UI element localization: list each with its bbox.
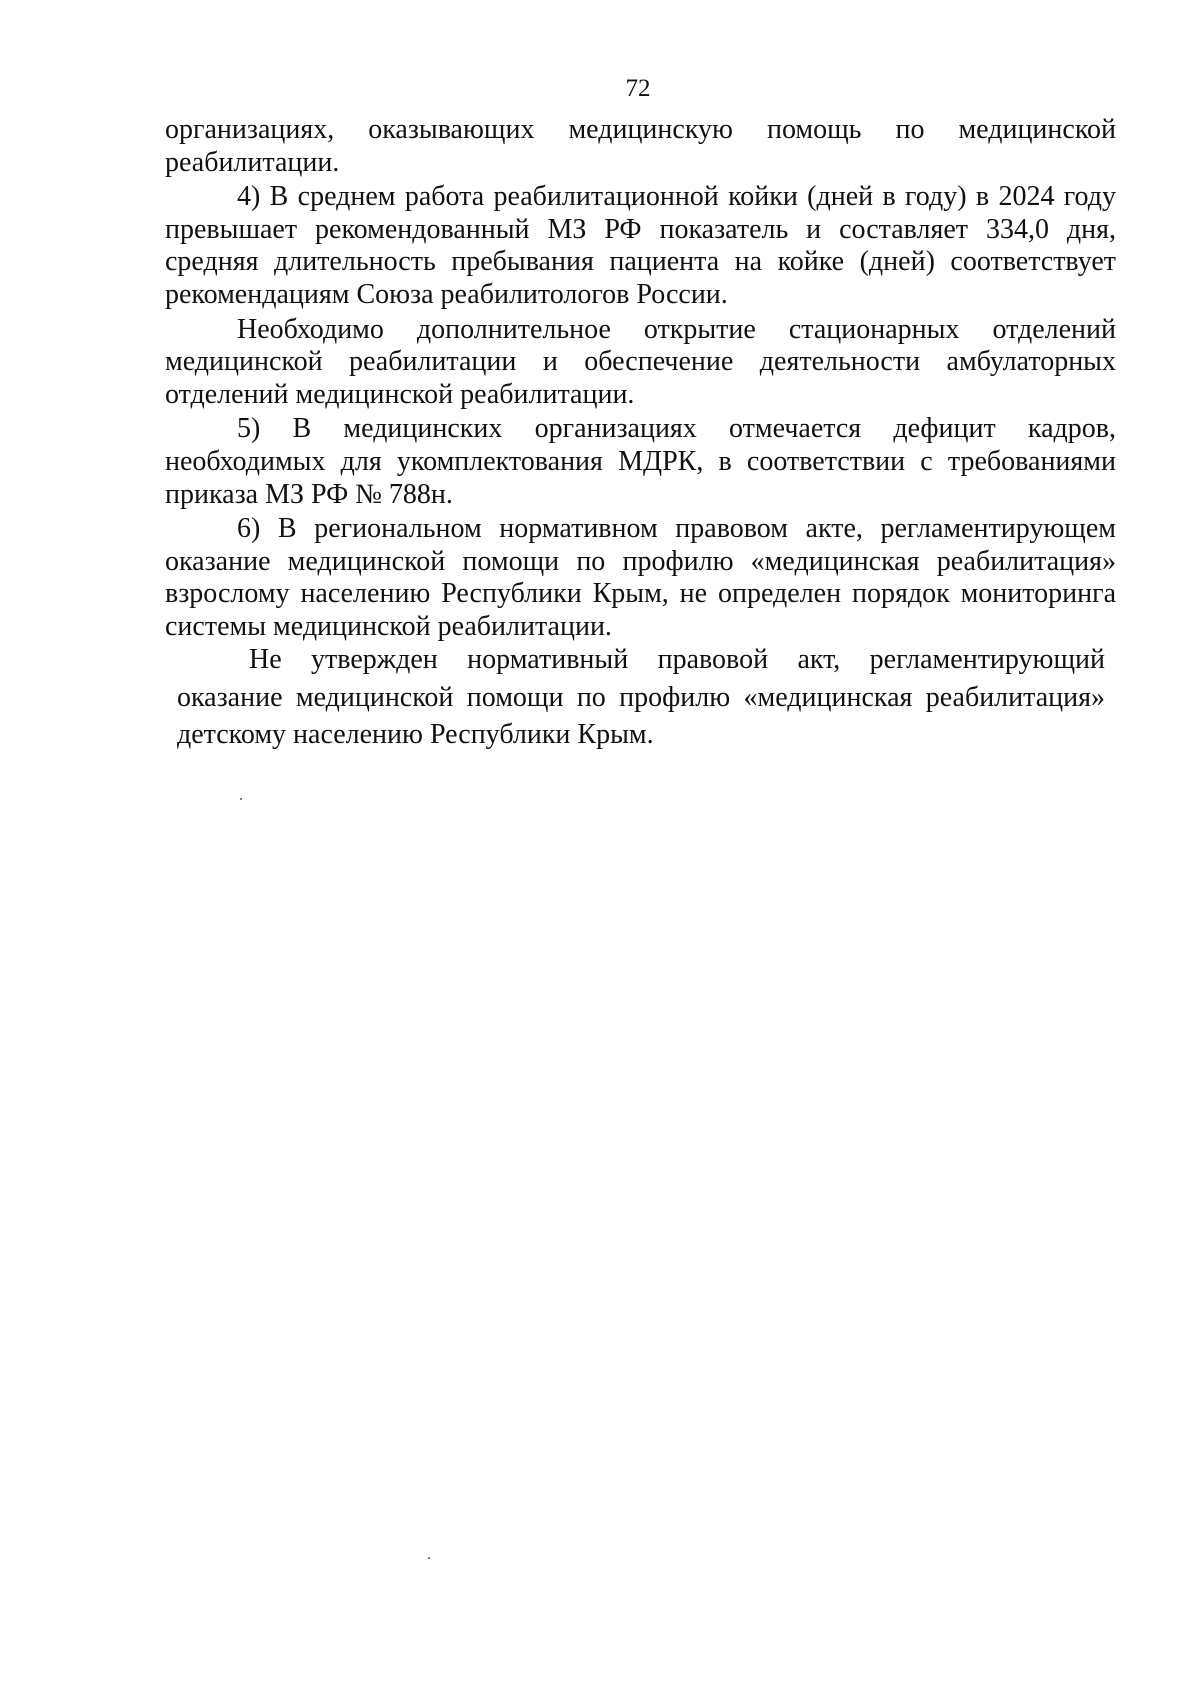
paragraph-departments-needed: Необходимо дополнительное открытие стационарных отделений медицинской реабилитации и обеспечение деятельности амбулаторных отделений медицинской реабилитации. <box>165 313 1116 410</box>
paragraph-continuation: организациях, оказывающих медицинскую помощь по медицинской реабилитации. <box>165 114 1116 178</box>
paragraph-children-act: Не утвержден нормативный правовой акт, регламентирующий оказание медицинской помощи по профилю «медицинская реабилитация» детскому населению Республики Крым. <box>177 644 1105 750</box>
paragraph-item-5: 5) В медицинских организациях отмечается дефицит кадров, необходимых для укомплектования МДРК, в соответствии с требованиями приказа МЗ РФ № 788н. <box>165 413 1116 510</box>
page-number: 72 <box>625 75 651 102</box>
paragraph-item-4: 4) В среднем работа реабилитационной койки (дней в году) в 2024 году превышает рекомендованный МЗ РФ показатель и составляет 334,0 дня, средняя длительность пребывания пациента на койке (дней) соответствует рекомендациям Союза реабилитологов России. <box>165 181 1116 310</box>
scan-speck <box>240 798 242 800</box>
document-body <box>165 114 1116 644</box>
paragraph-item-6: 6) В региональном нормативном правовом акте, регламентирующем оказание медицинской помощи по профилю «медицинская реабилитация» взрослому населению Республики Крым, не определен порядок мониторинга системы медицинской реабилитации. <box>165 513 1116 642</box>
scan-speck <box>428 1557 430 1559</box>
